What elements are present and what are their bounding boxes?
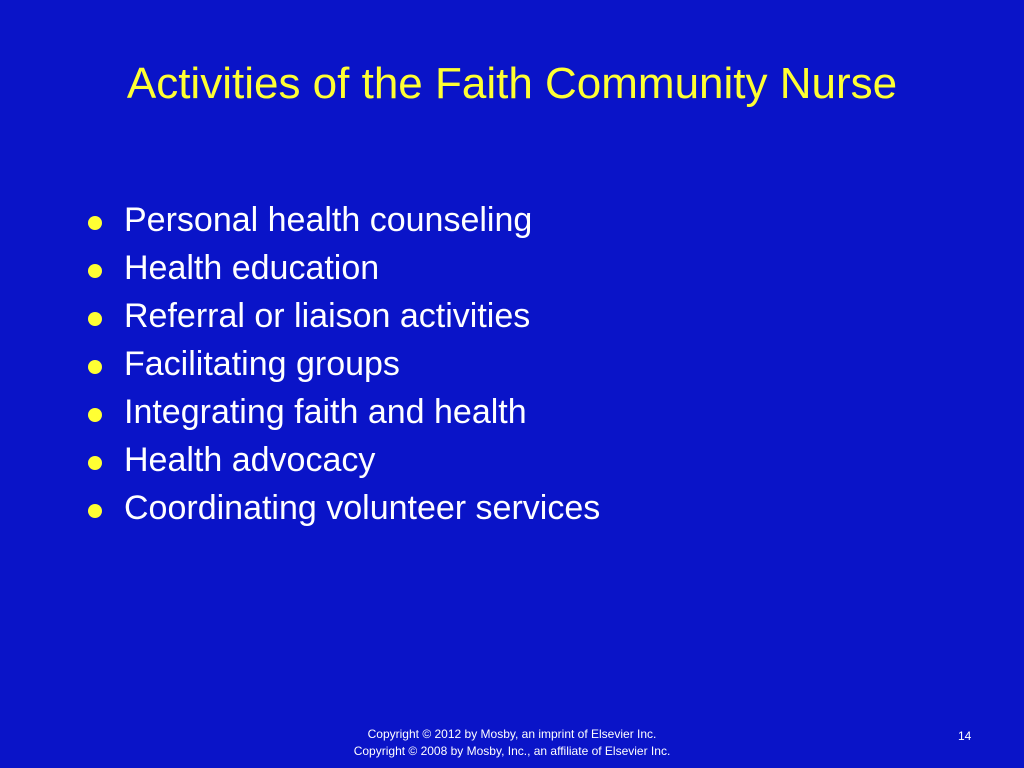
slide-title: Activities of the Faith Community Nurse [126, 59, 898, 108]
bullet-dot-icon [88, 408, 102, 422]
bullet-dot-icon [88, 216, 102, 230]
list-item [86, 484, 600, 532]
bullet-list [86, 196, 600, 532]
list-item [86, 388, 600, 436]
bullet-text: Referral or liaison activities [124, 296, 531, 335]
copyright-footer [0, 726, 1024, 760]
bullet-text: Integrating faith and health [124, 392, 527, 431]
list-item [86, 244, 600, 292]
list-item [86, 340, 600, 388]
bullet-text: Coordinating volunteer services [124, 488, 601, 527]
copyright-line: Copyright © 2012 by Mosby, an imprint of Elsevier Inc. [367, 727, 657, 741]
bullet-text: Health education [124, 248, 380, 287]
bullet-dot-icon [88, 360, 102, 374]
bullet-dot-icon [88, 504, 102, 518]
bullet-text: Facilitating groups [124, 344, 400, 383]
bullet-dot-icon [88, 264, 102, 278]
bullet-dot-icon [88, 312, 102, 326]
copyright-line: Copyright © 2008 by Mosby, Inc., an affiliate of Elsevier Inc. [353, 744, 671, 758]
bullet-dot-icon [88, 456, 102, 470]
list-item [86, 196, 600, 244]
list-item [86, 436, 600, 484]
bullet-text: Health advocacy [124, 440, 376, 479]
list-item [86, 292, 600, 340]
bullet-text: Personal health counseling [124, 200, 533, 239]
page-number: 14 [958, 729, 972, 743]
